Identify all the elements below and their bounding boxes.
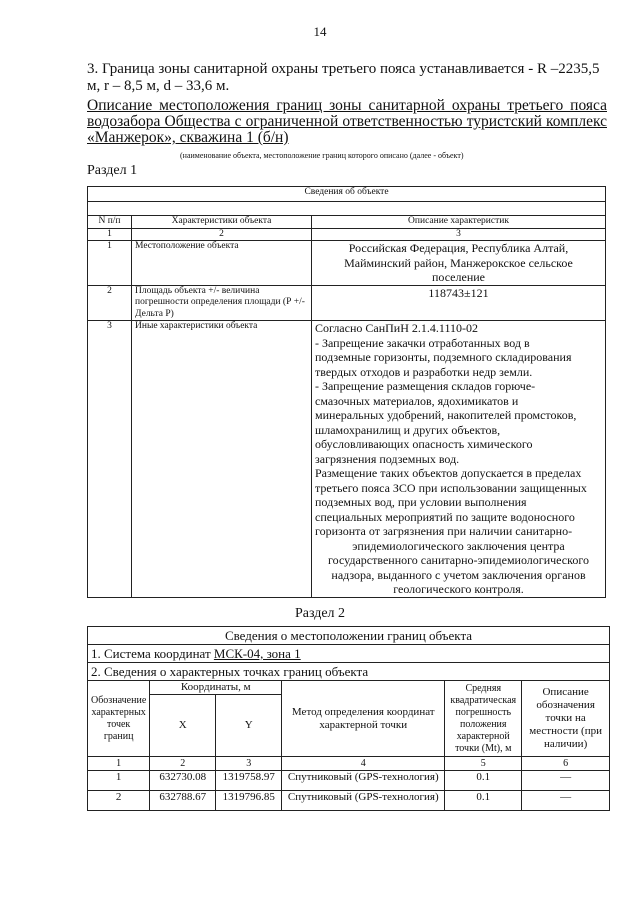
desc-line: государственного санитарно-эпидемиологического (328, 553, 589, 567)
desc-line: подземные горизонты, подземного складирования (315, 350, 572, 364)
point-description: — (522, 791, 610, 811)
point-num: 2 (88, 791, 150, 811)
desc-line: Размещение таких объектов допускается в пределах (315, 466, 582, 480)
index-cell: 2 (132, 228, 312, 241)
desc-line: - Запрещение закачки отработанных вод в (315, 335, 530, 350)
points-heading: 2. Сведения о характерных точках границ объекта (88, 663, 610, 681)
desc-line: геологического контроля. (393, 582, 524, 596)
zone-boundary-paragraph: 3. Граница зоны санитарной охраны третьего пояса устанавливается - R –2235,5 м, r – 8,5 м, d – 33,6 м. (87, 61, 600, 94)
desc-line: подземных вод, при условии выполнения (315, 495, 527, 509)
index-cell: 1 (88, 757, 150, 771)
point-y: 1319758.97 (216, 771, 282, 791)
point-accuracy: 0.1 (445, 771, 522, 791)
desc-line: надзора, выданного с учетом заключения органов (331, 567, 586, 582)
desc-line: поселение (431, 270, 485, 284)
coord-system-name: МСК-04, зона 1 (213, 646, 301, 661)
boundary-table-title: Сведения о местоположении границ объекта (88, 627, 610, 645)
desc-line: смазочных материалов, ядохимикатов и (315, 393, 519, 408)
point-num: 1 (88, 771, 150, 791)
index-cell: 5 (445, 757, 522, 771)
header-num: N п/п (88, 216, 132, 229)
table-row (88, 285, 606, 321)
index-cell: 2 (150, 757, 216, 771)
header-coordinates: Координаты, м (150, 681, 282, 695)
title-line-2: водозабора Общества с ограниченной ответственностью туристский комплекс (87, 113, 607, 130)
boundary-points-table (87, 626, 610, 811)
header-x: X (150, 695, 216, 757)
desc-line: Российская Федерация, Республика Алтай, (348, 241, 569, 255)
index-cell: 3 (216, 757, 282, 771)
desc-line: третьего пояса ЗСО при использовании защищенных (315, 480, 587, 495)
desc-line: обусловливающих опасность химического (315, 437, 533, 451)
point-method: Спутниковый (GPS-технология) (282, 791, 445, 811)
desc-line: шламохранилищ и других объектов, (315, 422, 501, 437)
point-accuracy: 0.1 (445, 791, 522, 811)
point-x: 632730.08 (150, 771, 216, 791)
desc-line: горизонта от загрязнения при наличии санитарно- (315, 524, 573, 538)
row-num: 3 (88, 321, 132, 598)
desc-line: специальных мероприятий по защите водоносного (315, 509, 575, 524)
header-designation: Обозначение характерных точек границ (88, 681, 150, 757)
desc-line: - Запрещение размещения складов горюче- (315, 379, 536, 393)
row-description (312, 285, 606, 321)
section1-label: Раздел 1 (87, 163, 138, 178)
table-row (88, 241, 606, 286)
point-method: Спутниковый (GPS-технология) (282, 771, 445, 791)
index-cell: 3 (312, 228, 606, 241)
desc-line: эпидемиологического заключения центра (352, 538, 565, 553)
desc-line: твердых отходов и разработки недр земли. (315, 364, 533, 379)
point-y: 1319796.85 (216, 791, 282, 811)
row-num: 1 (88, 241, 132, 286)
blank-row (88, 202, 606, 216)
point-description: — (522, 771, 610, 791)
page-number: 14 (313, 24, 327, 39)
title-line-3: «Манжерок», скважина 1 (б/н) (87, 129, 289, 146)
document-title (87, 98, 607, 146)
row-num: 2 (88, 285, 132, 321)
header-accuracy: Средняя квадратическая погрешность положения характерной точки (Mt), м (445, 681, 522, 757)
row-characteristic: Площадь объекта +/- величина погрешности определения площади (Р +/- Дельта Р) (132, 285, 312, 321)
object-info-table (87, 186, 606, 598)
row-characteristic: Иные характеристики объекта (132, 321, 312, 598)
row-characteristic: Местоположение объекта (132, 241, 312, 286)
header-y: Y (216, 695, 282, 757)
desc-line: Майминский район, Манжерокское сельское (344, 255, 573, 270)
object-info-title: Сведения об объекте (88, 187, 606, 202)
header-point-description: Описание обозначения точки на местности (при наличии) (522, 681, 610, 757)
index-cell: 6 (522, 757, 610, 771)
header-method: Метод определения координат характерной точки (282, 681, 445, 757)
header-description: Описание характеристик (312, 216, 606, 229)
index-cell: 4 (282, 757, 445, 771)
row-description (312, 241, 606, 286)
desc-line: Согласно СанПиН 2.1.4.1110-02 (315, 321, 478, 335)
section2-label: Раздел 2 (294, 606, 346, 621)
title-note: (наименование объекта, местоположение границ которого описано (далее - объект) (180, 151, 464, 160)
table-row (88, 791, 610, 811)
row-description (312, 321, 606, 598)
table-row (88, 771, 610, 791)
area-value: 118743±121 (428, 285, 489, 300)
index-cell: 1 (88, 228, 132, 241)
point-x: 632788.67 (150, 791, 216, 811)
table-row (88, 321, 606, 598)
desc-line: минеральных удобрений, накопителей промстоков, (315, 408, 577, 422)
coordinate-system (88, 645, 610, 663)
desc-line: загрязнения подземных вод. (315, 451, 460, 466)
coord-system-prefix: 1. Система координат (91, 646, 214, 661)
title-line-1: Описание местоположения границ зоны санитарной охраны третьего пояса (87, 97, 607, 114)
header-characteristics: Характеристики объекта (132, 216, 312, 229)
